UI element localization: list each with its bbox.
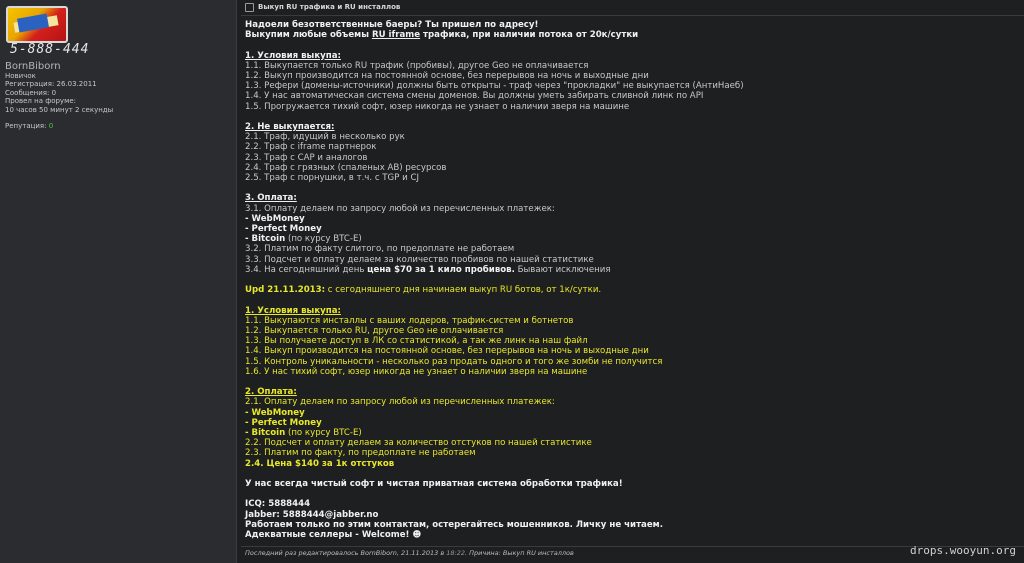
section-2-item: 2.1. Траф, идущий в несколько рук	[245, 132, 405, 143]
update-date: Upd 21.11.2013:	[245, 285, 326, 296]
section-3-item: 3.3. Подсчет и оплату делаем за количество пробивов по нашей статистике	[245, 254, 594, 265]
update-section-2-item: 2.1. Оплату делаем по запросу любой из перечисленных платежек:	[245, 397, 555, 408]
payment-bitcoin	[245, 234, 1020, 244]
update-section-2-item: 2.2. Подсчет и оплату делаем за количество отстуков по нашей статистике	[245, 438, 592, 449]
section-1-item: 1.1. Выкупается только RU трафик (пробивы), другое Geo не оплачивается	[245, 60, 589, 71]
reputation-value: 0	[48, 122, 54, 131]
bitcoin-label: - Bitcoin	[245, 234, 286, 245]
footer-divider	[241, 546, 1024, 547]
section-1-item: 1.4. У нас автоматическая система смены доменов. Вы должны уметь забирать сливной линк по API	[245, 91, 704, 102]
edit-note	[245, 548, 574, 558]
update-text: с сегодняшнего дня начинаем выкуп RU ботов, от 1к/сутки.	[325, 285, 602, 296]
update-section-1-item: 1.4. Выкуп производится на постоянной основе, без перерывов на ночь и выходные дни	[245, 346, 649, 357]
update-payment-perfect-money: - Perfect Money	[245, 417, 322, 428]
user-title: 5-888-444	[10, 42, 90, 57]
thread-title: Выкуп RU трафика и RU инсталлов	[258, 3, 401, 11]
update-section-1-item: 1.2. Выкупается только RU, другое Geo не оплачивается	[245, 326, 504, 337]
section-2-item: 2.4. Траф с грязных (спаленых АВ) ресурсов	[245, 162, 447, 173]
section-2-heading: 2. Не выкупается:	[245, 122, 335, 132]
section-3-item: 3.1. Оплату делаем по запросу любой из перечисленных платежек:	[245, 203, 555, 214]
username-link[interactable]: BornBiborn	[5, 61, 61, 72]
user-online-label: Провел на форуме:	[5, 97, 77, 106]
reputation-label: Репутация:	[5, 122, 47, 131]
post-body	[245, 20, 1020, 540]
update-section-1-item: 1.3. Вы получаете доступ в ЛК со статистикой, а так же линк на наш файл	[245, 336, 588, 347]
contact-icq: ICQ: 5888444	[245, 499, 311, 510]
price-suffix: Бывают исключения	[514, 264, 611, 275]
section-1-item: 1.5. Прогружается тихий софт, юзер никогда не узнает о наличии зверя на машине	[245, 101, 630, 112]
edit-note-time: 18:22	[446, 549, 465, 557]
section-1-item: 1.2. Выкуп производится на постоянной основе, без перерывов на ночь и выходные дни	[245, 71, 649, 81]
intro-text: Выкупим любые объемы	[245, 30, 372, 41]
section-3-item	[245, 265, 1020, 275]
payment-perfect-money: - Perfect Money	[245, 224, 322, 235]
update-line	[245, 285, 1020, 295]
avatar[interactable]	[6, 6, 68, 43]
watermark: drops.wooyun.org	[910, 544, 1016, 557]
user-reputation	[5, 122, 113, 130]
update-payment-webmoney: - WebMoney	[245, 407, 305, 418]
clean-soft-note: У нас всегда чистый софт и чистая приватная система обработки трафика!	[245, 479, 623, 490]
iframe-link[interactable]: RU iframe	[371, 30, 421, 41]
edit-note-prefix: Последний раз редактировалось BornBiborn, 21.11.2013 в	[245, 549, 447, 557]
post-icon	[245, 3, 254, 12]
update-section-1-heading: 1. Условия выкупа:	[245, 305, 341, 316]
user-registration: Регистрация: 26.03.2011	[5, 80, 97, 89]
edit-note-reason: . Причина: Выкуп RU инсталлов	[464, 549, 574, 557]
update-section-1-item: 1.5. Контроль уникальности - несколько раз продать одного и того же зомби не получится	[245, 356, 663, 367]
update-bitcoin-rate: (по курсу BTC-E)	[285, 428, 362, 439]
section-2-item: 2.5. Траф с порнушки, в т.ч. с TGP и CJ	[245, 173, 419, 184]
intro-line-2	[245, 30, 1020, 40]
user-info	[5, 72, 113, 130]
update-section-2-item: 2.3. Платим по факту, по предоплате не работаем	[245, 448, 476, 459]
update-section-2-heading: 2. Оплата:	[245, 387, 297, 398]
section-3-item: 3.2. Платим по факту слитого, по предоплате не работаем	[245, 244, 515, 255]
section-2-item: 2.2. Траф с iframe партнерок	[245, 142, 377, 153]
intro-text-end: трафика, при наличии потока от 20к/сутки	[420, 30, 639, 41]
update-payment-bitcoin	[245, 428, 1020, 438]
update-section-1-item: 1.6. У нас тихий софт, юзер никогда не узнает о наличии зверя на машине	[245, 366, 588, 377]
user-online-value: 10 часов 50 минут 2 секунды	[5, 105, 114, 114]
price-value: цена $70 за 1 кило пробивов.	[367, 264, 515, 275]
update-section-1-item: 1.1. Выкупаются инсталлы с ваших лодеров, трафик-систем и ботнетов	[245, 315, 574, 326]
user-messages: Сообщения: 0	[5, 88, 57, 97]
user-rank: Новичок	[5, 72, 36, 80]
section-1-item: 1.3. Рефери (домены-источники) должны быть открыты - траф через "прокладки" не выкупается (АнтиНаеб)	[245, 81, 744, 92]
intro-line-1: Надоели безответственные баеры? Ты пришел по адресу!	[245, 20, 539, 30]
section-3-heading: 3. Оплата:	[245, 193, 297, 204]
section-1-heading: 1. Условия выкупа:	[245, 50, 341, 61]
contact-jabber: Jabber: 5888444@jabber.no	[245, 509, 379, 520]
post-title-bar	[241, 0, 1024, 14]
bitcoin-rate: (по курсу BTC-E)	[285, 234, 362, 245]
section-2-item: 2.3. Траф с CAP и аналогов	[245, 152, 368, 163]
update-bitcoin-label: - Bitcoin	[245, 428, 286, 439]
title-divider	[241, 15, 1024, 16]
payment-webmoney: - WebMoney	[245, 213, 305, 224]
contact-warning: Работаем только по этим контактам, остерегайтесь мошенников. Личку не читаем.	[245, 519, 663, 530]
user-sidebar	[0, 0, 237, 563]
sellers-welcome: Адекватные селлеры - Welcome! ☻	[245, 530, 422, 541]
price-prefix: 3.4. На сегодняшний день	[245, 264, 368, 275]
update-price: 2.4. Цена $140 за 1к отстуков	[245, 458, 395, 469]
